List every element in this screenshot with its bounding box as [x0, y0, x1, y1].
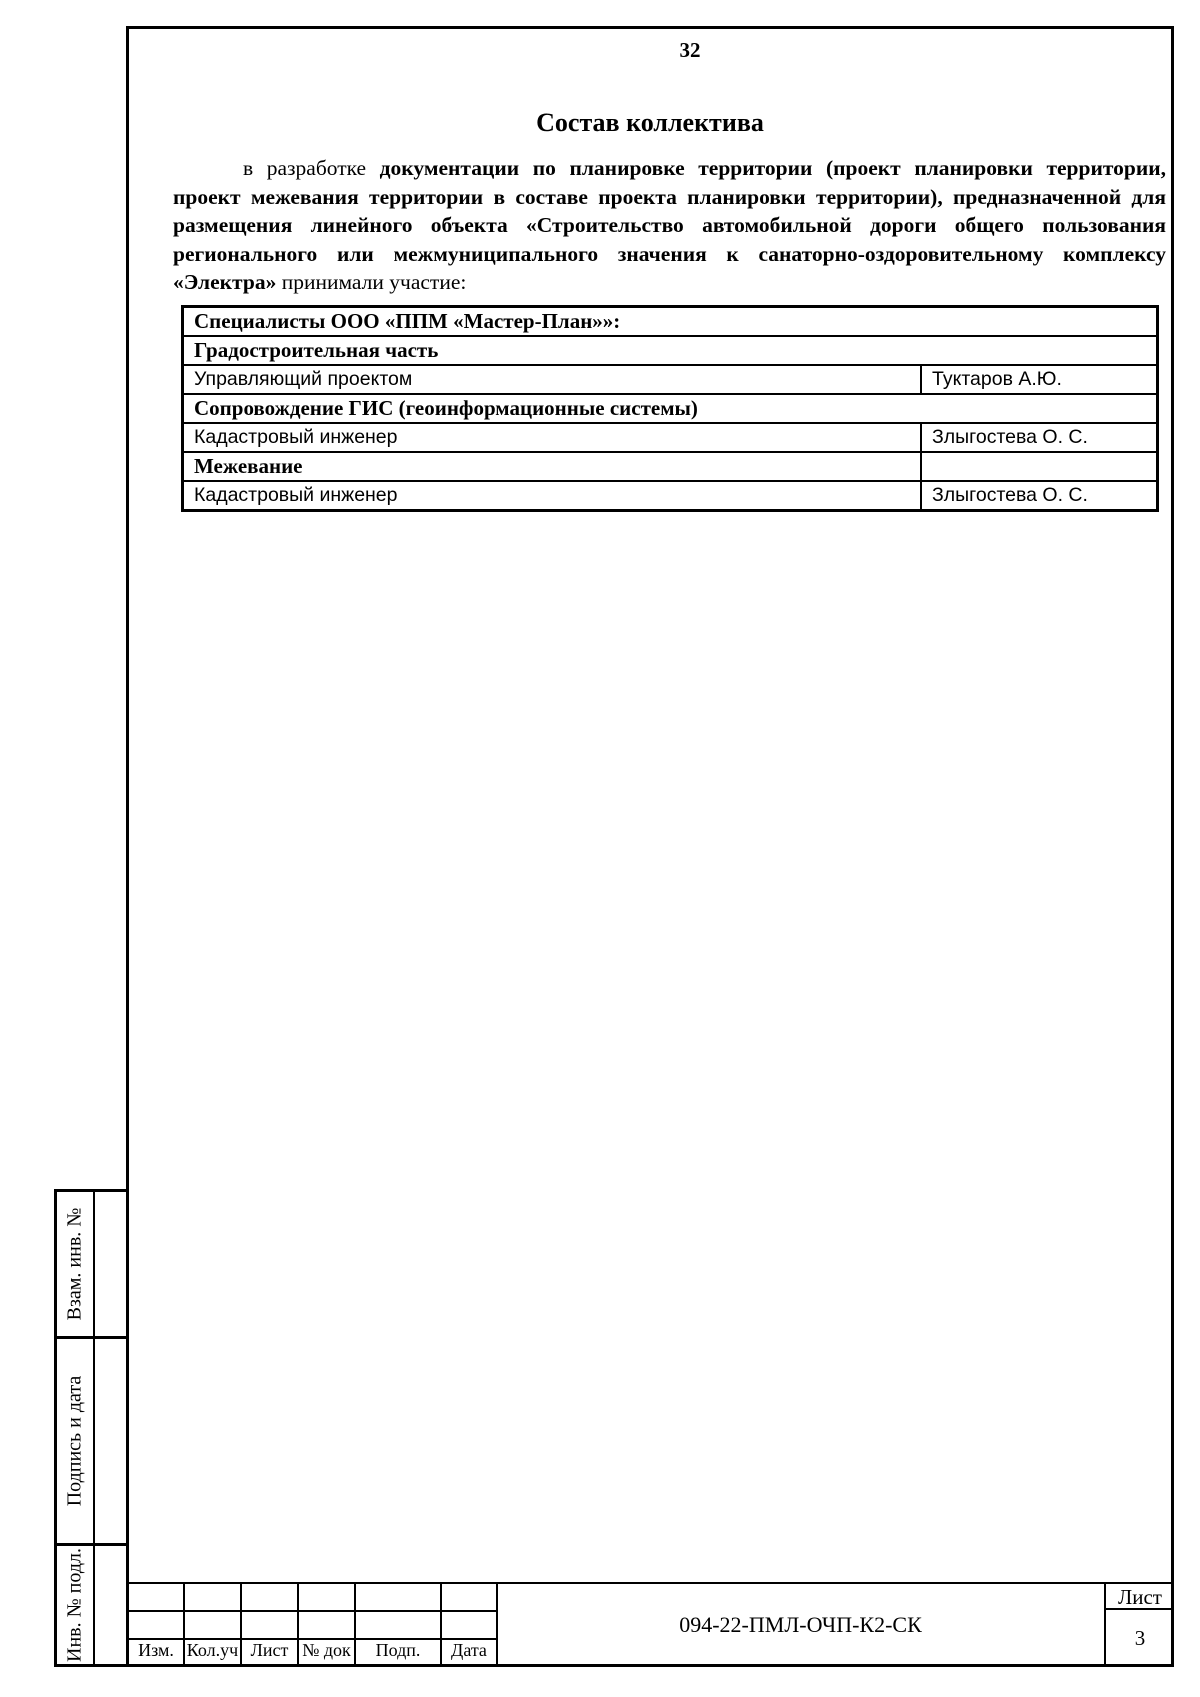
- empty-cell: [921, 452, 1158, 481]
- section-header: Градостроительная часть: [183, 336, 1158, 365]
- section-header: Сопровождение ГИС (геоинформационные системы): [183, 394, 1158, 423]
- podpis-data-label: Подпись и дата: [63, 1375, 86, 1507]
- side-stamp-vzam-inv: [54, 1189, 126, 1339]
- role-cell: Кадастровый инженер: [183, 481, 922, 511]
- label-list: Лист: [250, 1640, 289, 1660]
- label-data: Дата: [451, 1640, 487, 1660]
- title-block-top-line: [126, 1582, 1174, 1584]
- table-row: [183, 365, 1158, 394]
- table-row: [183, 423, 1158, 452]
- document-code: 094-22-ПМЛ-ОЧП-К2-СК: [679, 1612, 922, 1637]
- name-cell: Злыгостева О. С.: [921, 423, 1158, 452]
- table-row: [183, 452, 1158, 481]
- table-row: [183, 336, 1158, 365]
- name-cell: Злыгостева О. С.: [921, 481, 1158, 511]
- side-stamp-podpis-data: [54, 1336, 126, 1546]
- label-izm: Изм.: [138, 1640, 174, 1660]
- team-table: [181, 305, 1159, 512]
- role-cell: Кадастровый инженер: [183, 423, 922, 452]
- page-number: 32: [679, 38, 701, 62]
- table-row: [183, 307, 1158, 337]
- document-title: Состав коллектива: [536, 108, 764, 137]
- section-header: Межевание: [183, 452, 922, 481]
- intro-paragraph: [173, 154, 1166, 297]
- table-row: [183, 481, 1158, 511]
- intro-suffix: принимали участие:: [276, 270, 467, 294]
- side-stamp-inv-podl: [54, 1543, 126, 1667]
- table-row: [183, 394, 1158, 423]
- sheet-number: 3: [1134, 1626, 1146, 1650]
- sheet-label: Лист: [1118, 1585, 1162, 1609]
- company-header: Специалисты ООО «ППМ «Мастер-План»»:: [183, 307, 1158, 337]
- title-block-row-line: [126, 1610, 498, 1612]
- label-n-dok: № док: [302, 1640, 351, 1660]
- intro-bold-text: документации по планировке территории (проект планировки территории, проект межевания территории в составе проекта планировки территории), предназначенной для размещения линейного объекта «Строительство автомобильной дороги общего пользования регионального или межмуниципального значения к санаторно-оздоровительному комплексу «Электра»: [173, 156, 1166, 294]
- inv-podl-label: Инв. № подл.: [63, 1548, 86, 1662]
- label-kol-uch: Кол.уч: [186, 1640, 239, 1660]
- intro-prefix: в разработке: [243, 156, 380, 180]
- label-podp: Подп.: [375, 1640, 421, 1660]
- name-cell: Туктаров А.Ю.: [921, 365, 1158, 394]
- role-cell: Управляющий проектом: [183, 365, 922, 394]
- vzam-inv-label: Взам. инв. №: [63, 1207, 86, 1321]
